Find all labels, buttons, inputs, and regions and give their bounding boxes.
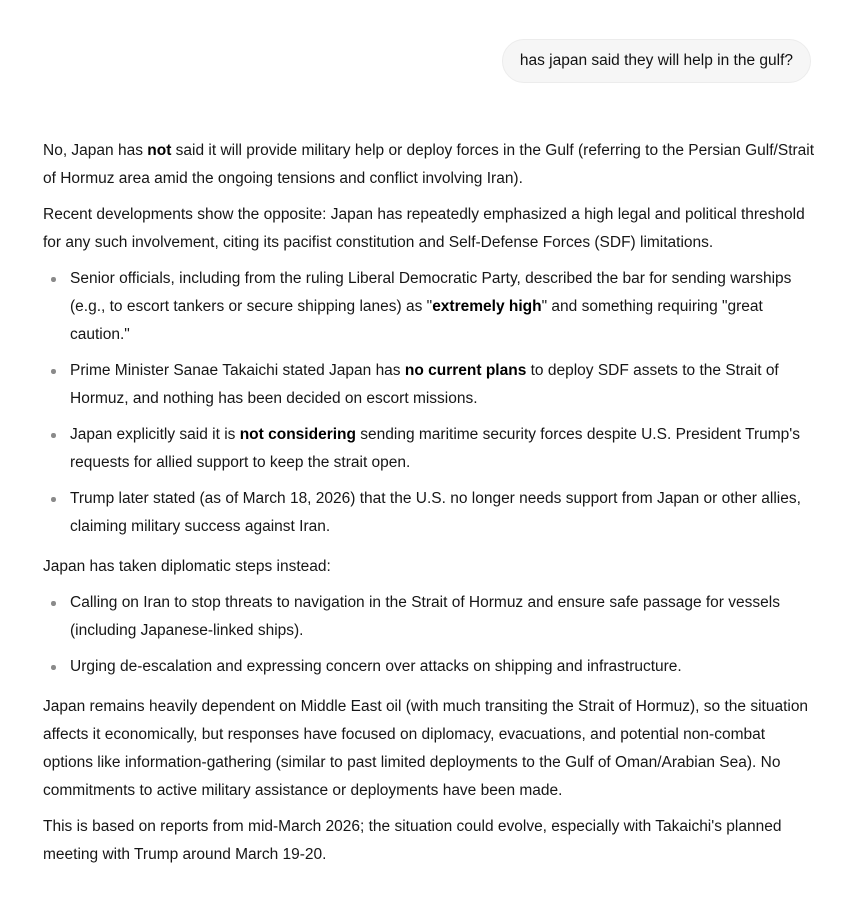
reply-paragraph-context: Recent developments show the opposite: Japan has repeatedly emphasized a high legal and political threshold for any such involvement, citing its pacifist constitution and Self-Defense Forces (SDF) limitations. [43,206,805,251]
list-item: Calling on Iran to stop threats to navigation in the Strait of Hormuz and ensure safe passage for vessels (including Japanese-linked ships). [43,589,818,645]
reply-paragraph-answer [43,137,818,193]
user-message-bubble [502,39,811,83]
reply-list-diplomacy [43,589,818,681]
list-item [43,357,818,413]
answer-text-end: said it will provide military help or deploy forces in the Gulf (referring to the Persian Gulf/Strait of Hormuz area amid the ongoing tensions and conflict involving Iran). [43,142,815,187]
list-item-emphasis: no current plans [404,362,527,379]
user-message-text: has japan said they will help in the gulf? [519,52,793,69]
list-item-text: Senior officials, including from the ruling Liberal Democratic Party, described the bar for sending warships (e.g., to escort tankers or secure shipping lanes) as " [70,270,792,315]
reply-paragraph-oil: Japan remains heavily dependent on Middle East oil (with much transiting the Strait of Hormuz), so the situation affects it economically, but responses have focused on diplomacy, evacuations, and potential non-combat options like information-gathering (similar to past limited deployments to the Gulf of Oman/Arabian Sea). No commitments to active military assistance or deployments have been made. [43,698,809,799]
list-item [43,485,818,541]
list-item-text: " and something requiring "great caution." [70,298,763,343]
list-item [43,421,818,477]
list-item [43,265,818,349]
list-item-text: Trump later stated (as of March 18, 2026) that the U.S. no longer needs support from Japan or other allies, claiming military success against Iran. [70,490,801,535]
list-item-text: Prime Minister Sanae Takaichi stated Japan has [70,362,405,379]
answer-text-start: No, Japan has [43,142,148,159]
reply-list-positions [43,265,818,541]
list-item-text: Japan explicitly said it is [70,426,240,443]
reply-paragraph-sources: This is based on reports from mid-March 2026; the situation could evolve, especially with Takaichi's planned meeting with Trump around March 19-20. [43,818,782,863]
assistant-reply [43,137,818,877]
answer-emphasis: not [147,142,172,159]
reply-paragraph-diplomacy-intro: Japan has taken diplomatic steps instead: [43,558,331,575]
list-item-text: to deploy SDF assets to the Strait of Hormuz, and nothing has been decided on escort missions. [70,362,779,407]
list-item-emphasis: extremely high [432,298,542,315]
list-item-emphasis: not considering [239,426,356,443]
user-message-row [502,39,811,83]
list-item-text: sending maritime security forces despite U.S. President Trump's requests for allied support to keep the strait open. [70,426,800,471]
list-item: Urging de-escalation and expressing concern over attacks on shipping and infrastructure. [43,653,818,681]
